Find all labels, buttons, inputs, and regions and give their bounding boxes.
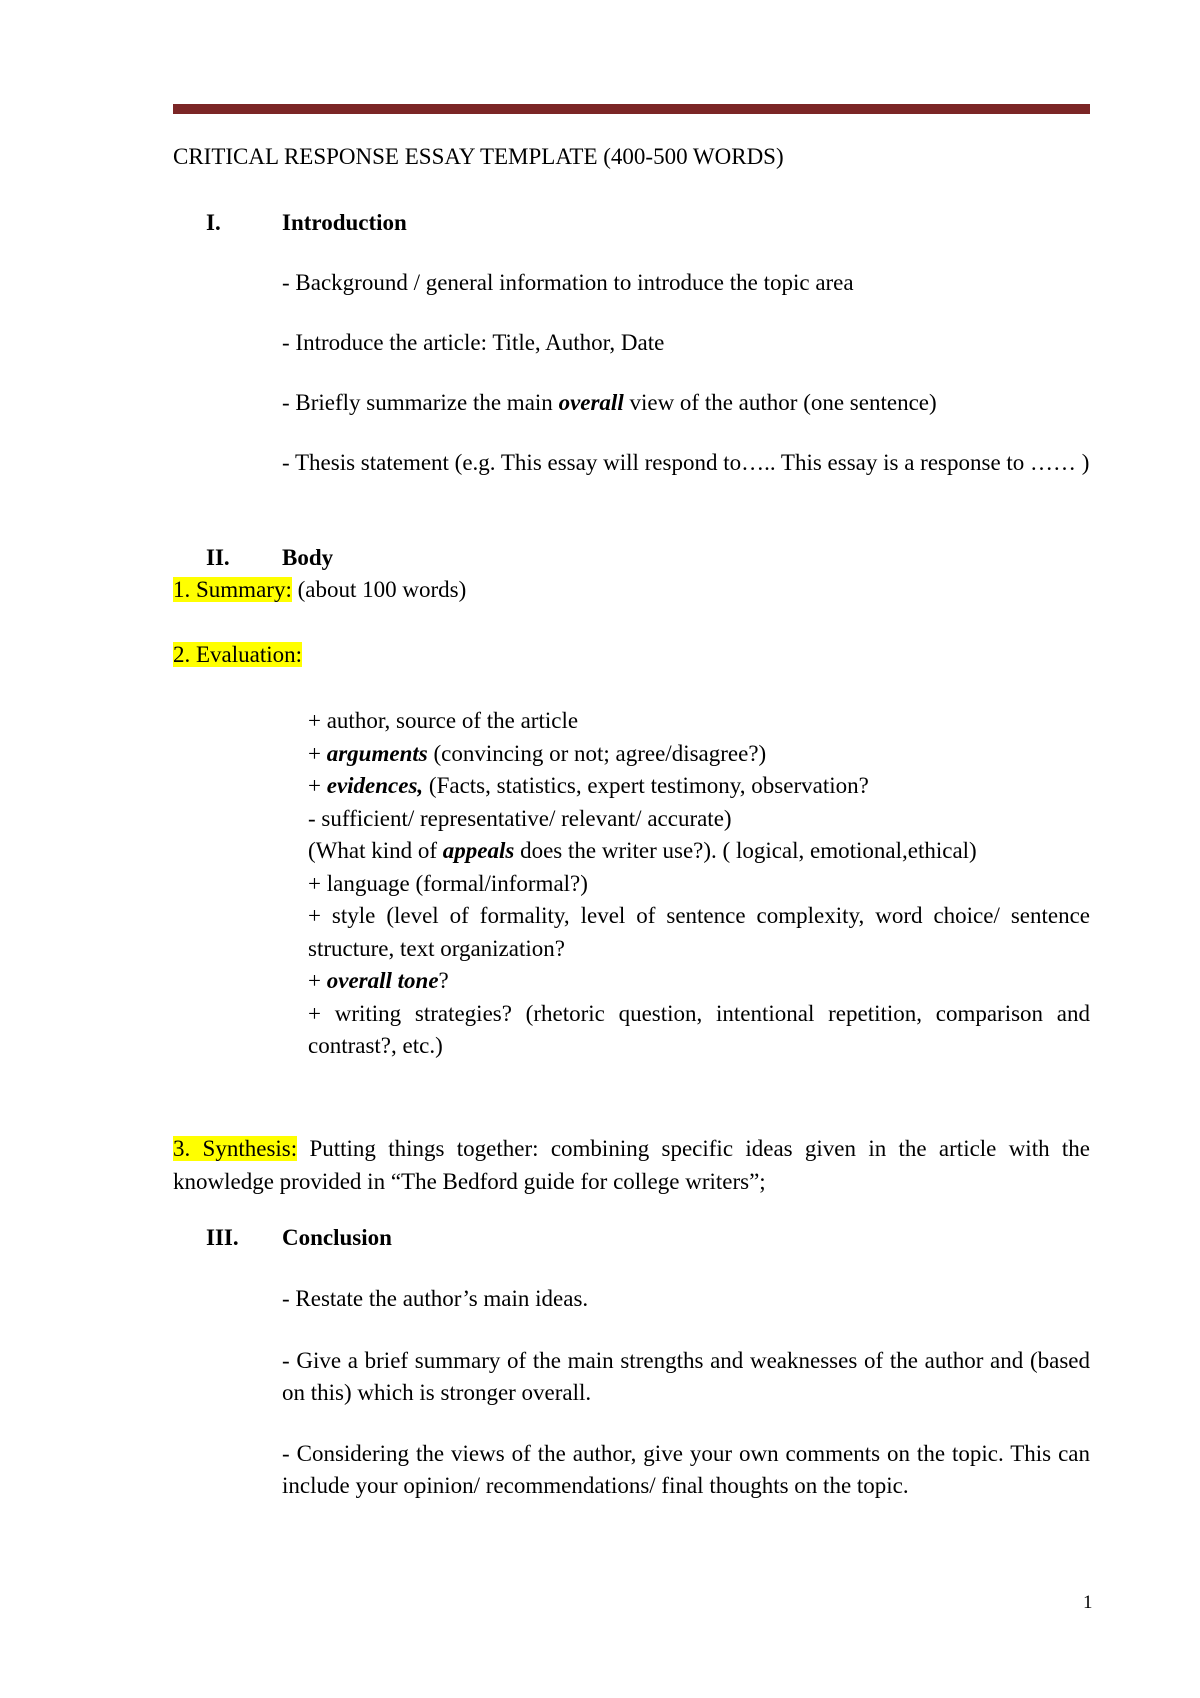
intro-item-article: - Introduce the article: Title, Author, Date bbox=[282, 330, 665, 355]
body-synthesis bbox=[173, 1132, 1090, 1198]
section-body-heading bbox=[173, 543, 1090, 573]
eval-language: + language (formal/informal?) bbox=[308, 870, 588, 896]
eval-appeals bbox=[308, 835, 1090, 868]
eval-author: + author, source of the article bbox=[308, 708, 579, 733]
evaluation-label: 2. Evaluation: bbox=[173, 642, 303, 667]
body-summary bbox=[173, 575, 1090, 605]
header-rule bbox=[173, 104, 1090, 114]
text-run: (Facts, statistics, expert testimony, observation? bbox=[423, 773, 869, 798]
body-evaluation bbox=[173, 640, 1090, 670]
text-run: (What kind of bbox=[308, 838, 443, 863]
conclusion-item-comments: - Considering the views of the author, give your own comments on the topic. This can include your opinion/ recommendations/ final thoughts on the topic. bbox=[282, 1441, 1090, 1498]
text-run: + bbox=[308, 773, 327, 798]
section-label: Body bbox=[282, 545, 334, 570]
page-number: 1 bbox=[1083, 1592, 1093, 1613]
emphasis-text: appeals bbox=[442, 838, 515, 863]
section-number: I. bbox=[206, 210, 221, 235]
text-run: does the writer use?). ( logical, emotional,ethical) bbox=[514, 838, 977, 863]
emphasis-text: evidences, bbox=[326, 773, 424, 798]
eval-tone bbox=[308, 965, 1090, 998]
eval-style: + style (level of formality, level of sentence complexity, word choice/ sentence structure, text organization? bbox=[308, 903, 1090, 961]
section-conclusion-heading bbox=[173, 1223, 1090, 1253]
document-title: CRITICAL RESPONSE ESSAY TEMPLATE (400-500 WORDS) bbox=[173, 144, 784, 169]
text-run: (convincing or not; agree/disagree?) bbox=[427, 740, 767, 766]
eval-evidences bbox=[308, 770, 1090, 803]
eval-sufficient: - sufficient/ representative/ relevant/ accurate) bbox=[308, 805, 732, 831]
evaluation-list bbox=[173, 705, 1090, 1063]
intro-item-thesis: - Thesis statement (e.g. This essay will respond to….. This essay is a response to …… ) bbox=[282, 450, 1090, 475]
emphasis-text: overall tone bbox=[326, 968, 439, 993]
section-label: Conclusion bbox=[282, 1225, 392, 1250]
emphasis-text: overall bbox=[558, 390, 624, 415]
synthesis-text: Putting things together: combining specific ideas given in the article with the knowledge provided in “The Bedford guide for college writers”; bbox=[173, 1136, 1090, 1194]
text-run: view of the author (one sentence) bbox=[623, 390, 937, 415]
text-run: - Briefly summarize the main bbox=[282, 390, 559, 415]
summary-note: (about 100 words) bbox=[291, 577, 467, 602]
text-run: + bbox=[308, 968, 327, 993]
intro-item-background: - Background / general information to introduce the topic area bbox=[282, 270, 854, 295]
text-run: ? bbox=[438, 968, 449, 993]
text-run: + bbox=[308, 740, 327, 766]
section-label: Introduction bbox=[282, 210, 407, 235]
section-number: II. bbox=[206, 545, 230, 570]
summary-label: 1. Summary: bbox=[173, 577, 292, 602]
section-number: III. bbox=[206, 1225, 239, 1250]
conclusion-item-summary: - Give a brief summary of the main strengths and weaknesses of the author and (based on this) which is stronger overall. bbox=[282, 1348, 1090, 1405]
conclusion-item-restate: - Restate the author’s main ideas. bbox=[282, 1286, 589, 1311]
eval-arguments bbox=[308, 738, 1090, 771]
synthesis-label: 3. Synthesis: bbox=[173, 1136, 298, 1161]
intro-item-summary bbox=[173, 388, 1090, 418]
eval-strategies: + writing strategies? (rhetoric question, intentional repetition, comparison and contrast?, etc.) bbox=[308, 1000, 1090, 1058]
section-introduction-heading bbox=[173, 208, 1090, 238]
emphasis-text: arguments bbox=[326, 740, 428, 766]
